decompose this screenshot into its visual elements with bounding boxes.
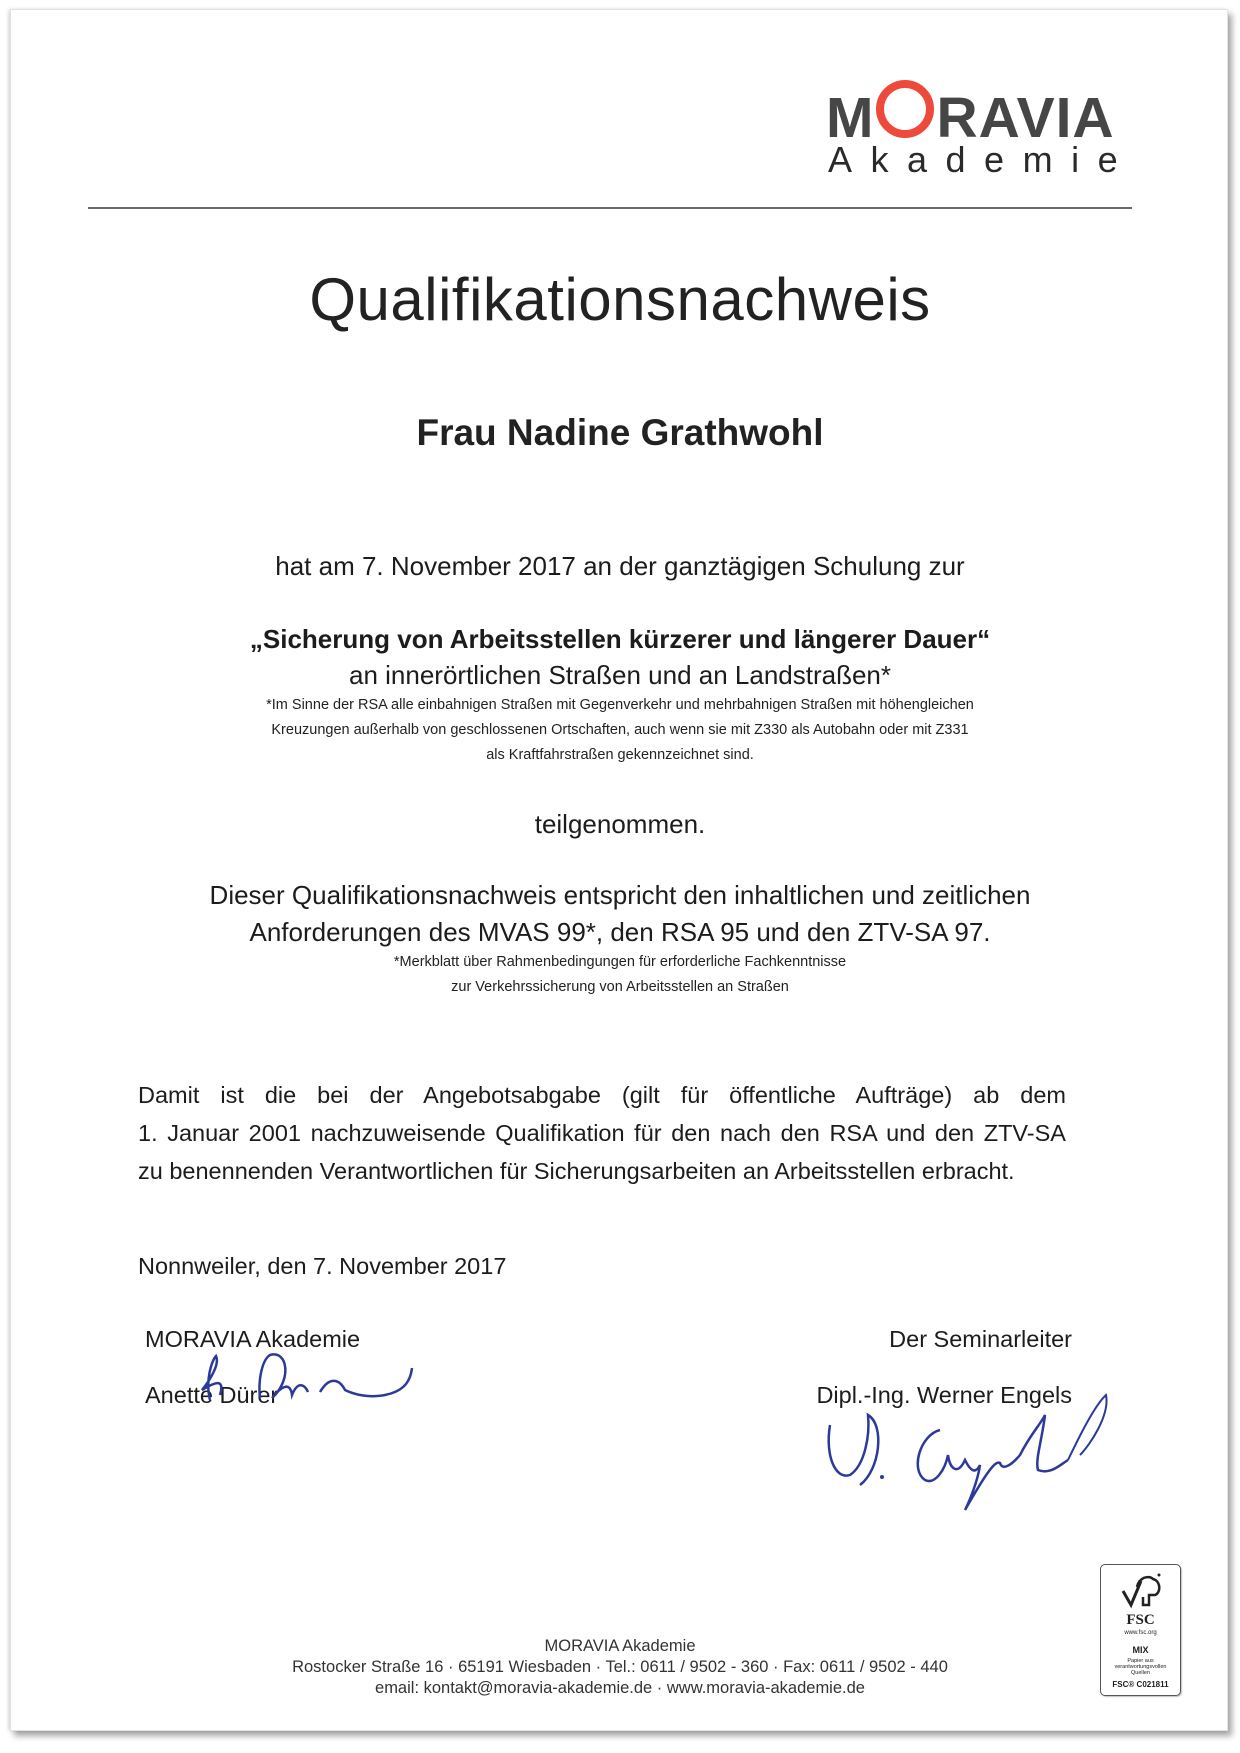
- course-footnote-line: Kreuzungen außerhalb von geschlossenen Ortschaften, auch wenn sie mit Z330 als Autobahn oder mit Z331: [271, 722, 969, 738]
- logo-red-ring-icon: [876, 80, 934, 138]
- moravia-logo: [826, 80, 1115, 150]
- signer-left-org: MORAVIA Akademie: [145, 1326, 361, 1352]
- header-divider: [88, 207, 1132, 209]
- signer-left-name: Anette Dürer: [145, 1382, 279, 1408]
- signature-right-handwriting: [810, 1382, 1120, 1505]
- intro-text: hat am 7. November 2017 an der ganztägigen Schulung zur: [275, 551, 965, 581]
- logo-letters-ravia: RAVIA: [936, 86, 1115, 150]
- course-subtitle: an innerörtlichen Straßen und an Landstraßen*: [348, 660, 891, 690]
- logo-letter-m: M: [826, 86, 875, 150]
- recipient-name: Frau Nadine Grathwohl: [416, 412, 824, 453]
- footer-org: MORAVIA Akademie: [544, 1637, 696, 1655]
- statement-paragraph: [138, 1076, 1066, 1190]
- compliance-footnote-line: zur Verkehrssicherung von Arbeitsstellen an Straßen: [451, 979, 789, 995]
- statement-line: zu benennenden Verantwortlichen für Sicherungsarbeiten an Arbeitsstellen erbracht.: [138, 1158, 1015, 1184]
- statement-line: 1. Januar 2001 nachzuweisende Qualifikation für den nach den RSA und den ZTV-SA: [138, 1120, 1066, 1146]
- fsc-logo-text: FSC: [1126, 1612, 1155, 1628]
- logo-subtitle: Akademie: [828, 139, 1137, 180]
- compliance-line: Anforderungen des MVAS 99*, den RSA 95 und den ZTV-SA 97.: [249, 917, 991, 947]
- course-footnote-line: *Im Sinne der RSA alle einbahnigen Straßen mit Gegenverkehr und mehrbahnigen Straßen mit höhengleichen: [266, 697, 974, 713]
- compliance-line: Dieser Qualifikationsnachweis entspricht den inhaltlichen und zeitlichen: [209, 880, 1031, 910]
- fsc-tree-check-icon: [1119, 1571, 1163, 1611]
- course-title: „Sicherung von Arbeitsstellen kürzerer und längerer Dauer“: [249, 624, 991, 654]
- fsc-url: www.fsc.org: [1124, 1630, 1157, 1636]
- fsc-description: Papier aus verantwortungsvollen Quellen: [1114, 1658, 1167, 1677]
- certificate-title: Qualifikationsnachweis: [309, 266, 931, 333]
- footer-contact: email: kontakt@moravia-akademie.de · www.moravia-akademie.de: [375, 1679, 865, 1697]
- fsc-code: FSC® C021811: [1112, 1680, 1169, 1689]
- place-date: Nonnweiler, den 7. November 2017: [138, 1253, 507, 1279]
- signer-right-name: Dipl.-Ing. Werner Engels: [816, 1382, 1072, 1408]
- fsc-category: MIX: [1132, 1645, 1149, 1655]
- fsc-label: [1100, 1564, 1181, 1696]
- signature-left-handwriting: [180, 1340, 440, 1420]
- signer-right-role: Der Seminarleiter: [889, 1326, 1072, 1352]
- footer-address: Rostocker Straße 16 · 65191 Wiesbaden · Tel.: 0611 / 9502 - 360 · Fax: 0611 / 9502 - 440: [292, 1658, 948, 1676]
- course-footnote-line: als Kraftfahrstraßen gekennzeichnet sind.: [486, 747, 754, 763]
- statement-line: Damit ist die bei der Angebotsabgabe (gilt für öffentliche Aufträge) ab dem: [138, 1082, 1066, 1108]
- compliance-footnote-line: *Merkblatt über Rahmenbedingungen für erforderliche Fachkenntnisse: [393, 954, 847, 970]
- participated-text: teilgenommen.: [534, 809, 706, 839]
